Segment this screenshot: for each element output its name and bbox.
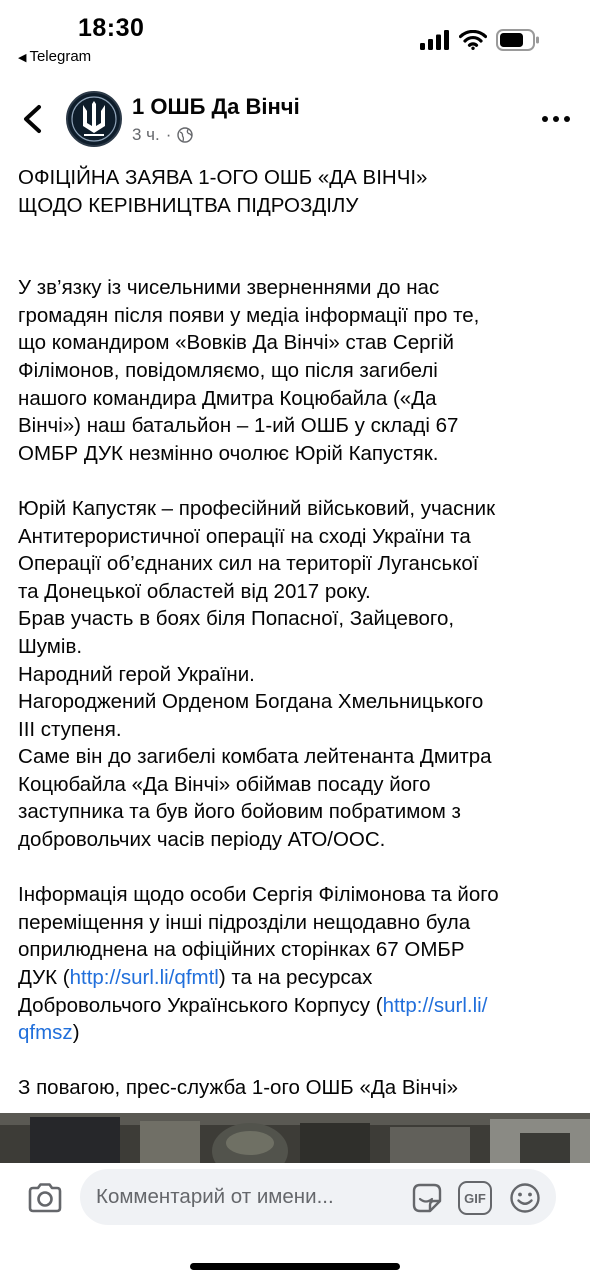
status-bar <box>0 0 590 72</box>
battery-icon <box>496 29 540 51</box>
link-duk-part1[interactable]: http://surl.li/ <box>382 993 488 1017</box>
text-line: Філімонов, повідомляємо, що після загибелі <box>18 358 438 382</box>
text-line: Шумів. <box>18 634 83 658</box>
comment-field[interactable] <box>80 1169 556 1225</box>
signature <box>18 1074 578 1102</box>
post-photo[interactable] <box>0 1113 590 1163</box>
page-name-link[interactable]: 1 ОШБ Да Вінчі <box>132 94 300 119</box>
back-to-app-link[interactable] <box>18 48 91 65</box>
post-time[interactable]: 3 ч. <box>132 125 160 144</box>
globe-icon <box>177 127 193 143</box>
gif-label: GIF <box>464 1190 486 1206</box>
text-line: Нагороджений Орденом Богдана Хмельницького <box>18 690 484 714</box>
paragraph-3 <box>18 881 578 1047</box>
text-line: що командиром «Вовків Да Вінчі» став Сергій <box>18 331 454 355</box>
text-fragment: Добровольчого Українського Корпусу ( <box>18 993 383 1017</box>
text-line: та Донецької областей від 2017 року. <box>18 579 371 603</box>
gif-button[interactable] <box>458 1181 492 1215</box>
comment-input[interactable] <box>96 1169 408 1225</box>
text-line: ОМБР ДУК незмінно очолює Юрій Капустяк. <box>18 441 439 465</box>
post-header <box>0 84 590 156</box>
text-line: Антитерористичної операції на сході України та <box>18 524 471 548</box>
title-line: ОФІЦІЙНА ЗАЯВА 1-ОГО ОШБ «ДА ВІНЧІ» <box>18 166 428 189</box>
text-line: Юрій Капустяк – професійний військовий, учасник <box>18 496 496 520</box>
page-avatar[interactable] <box>66 91 122 147</box>
signature-text: З повагою, прес-служба 1-ого ОШБ «Да Вінчі» <box>18 1076 459 1100</box>
post-meta <box>132 125 193 145</box>
back-chevron-icon[interactable] <box>14 100 52 138</box>
text-line: заступника та був його бойовим побратимом з <box>18 800 461 824</box>
meta-separator: · <box>165 125 172 144</box>
post-text <box>18 164 578 1130</box>
more-options-icon[interactable] <box>540 104 572 134</box>
status-indicators <box>420 28 540 52</box>
back-app-label: Telegram <box>29 48 92 65</box>
text-line: У зв’язку із чисельними зверненнями до нас <box>18 276 440 300</box>
text-line: Коцюбайла «Да Вінчі» обіймав посаду його <box>18 772 431 796</box>
back-triangle-icon: ◀ <box>18 52 27 64</box>
text-line: нашого командира Дмитра Коцюбайла («Да <box>18 386 437 410</box>
text-line: Вінчі») наш батальйон – 1-ий ОШБ у складі 67 <box>18 414 459 438</box>
text-line: Саме він до загибелі комбата лейтенанта Дмитра <box>18 745 492 769</box>
text-line: Інформація щодо особи Сергія Філімонова та його <box>18 883 499 907</box>
photo-content <box>0 1113 590 1163</box>
text-line: Операції об’єднаних сил на території Луганської <box>18 552 479 576</box>
status-time: 18:30 <box>78 14 145 42</box>
wifi-icon <box>459 30 487 50</box>
trident-logo-icon <box>68 93 120 145</box>
text-line: переміщення у інші підрозділи нещодавно була <box>18 910 471 934</box>
text-line: оприлюднена на офіційних сторінках 67 ОМБР <box>18 938 465 962</box>
signal-icon <box>420 30 450 50</box>
text-line: ІІІ ступеня. <box>18 717 122 741</box>
paragraph-1 <box>18 274 578 467</box>
paragraph-2 <box>18 495 578 854</box>
text-fragment: ДУК ( <box>18 966 70 990</box>
text-fragment: ) <box>72 1021 80 1045</box>
text-fragment: ) та на ресурсах <box>218 966 373 990</box>
comment-bar <box>0 1163 590 1235</box>
sticker-icon[interactable] <box>410 1181 444 1215</box>
text-line: Народний герой України. <box>18 662 255 686</box>
text-line: добровольчих часів періоду АТО/ООС. <box>18 828 386 852</box>
link-67-ombr[interactable]: http://surl.li/qfmtl <box>69 966 219 990</box>
link-duk-part2[interactable]: qfmsz <box>18 1021 73 1045</box>
text-line: Брав участь в боях біля Попасної, Зайцевого, <box>18 607 455 631</box>
text-line: громадян після появи у медіа інформації про те, <box>18 303 480 327</box>
camera-icon[interactable] <box>26 1179 64 1217</box>
home-indicator[interactable] <box>190 1263 400 1270</box>
title-line: ЩОДО КЕРІВНИЦТВА ПІДРОЗДІЛУ <box>18 193 359 217</box>
emoji-icon[interactable] <box>508 1181 542 1215</box>
post-title <box>18 164 578 219</box>
